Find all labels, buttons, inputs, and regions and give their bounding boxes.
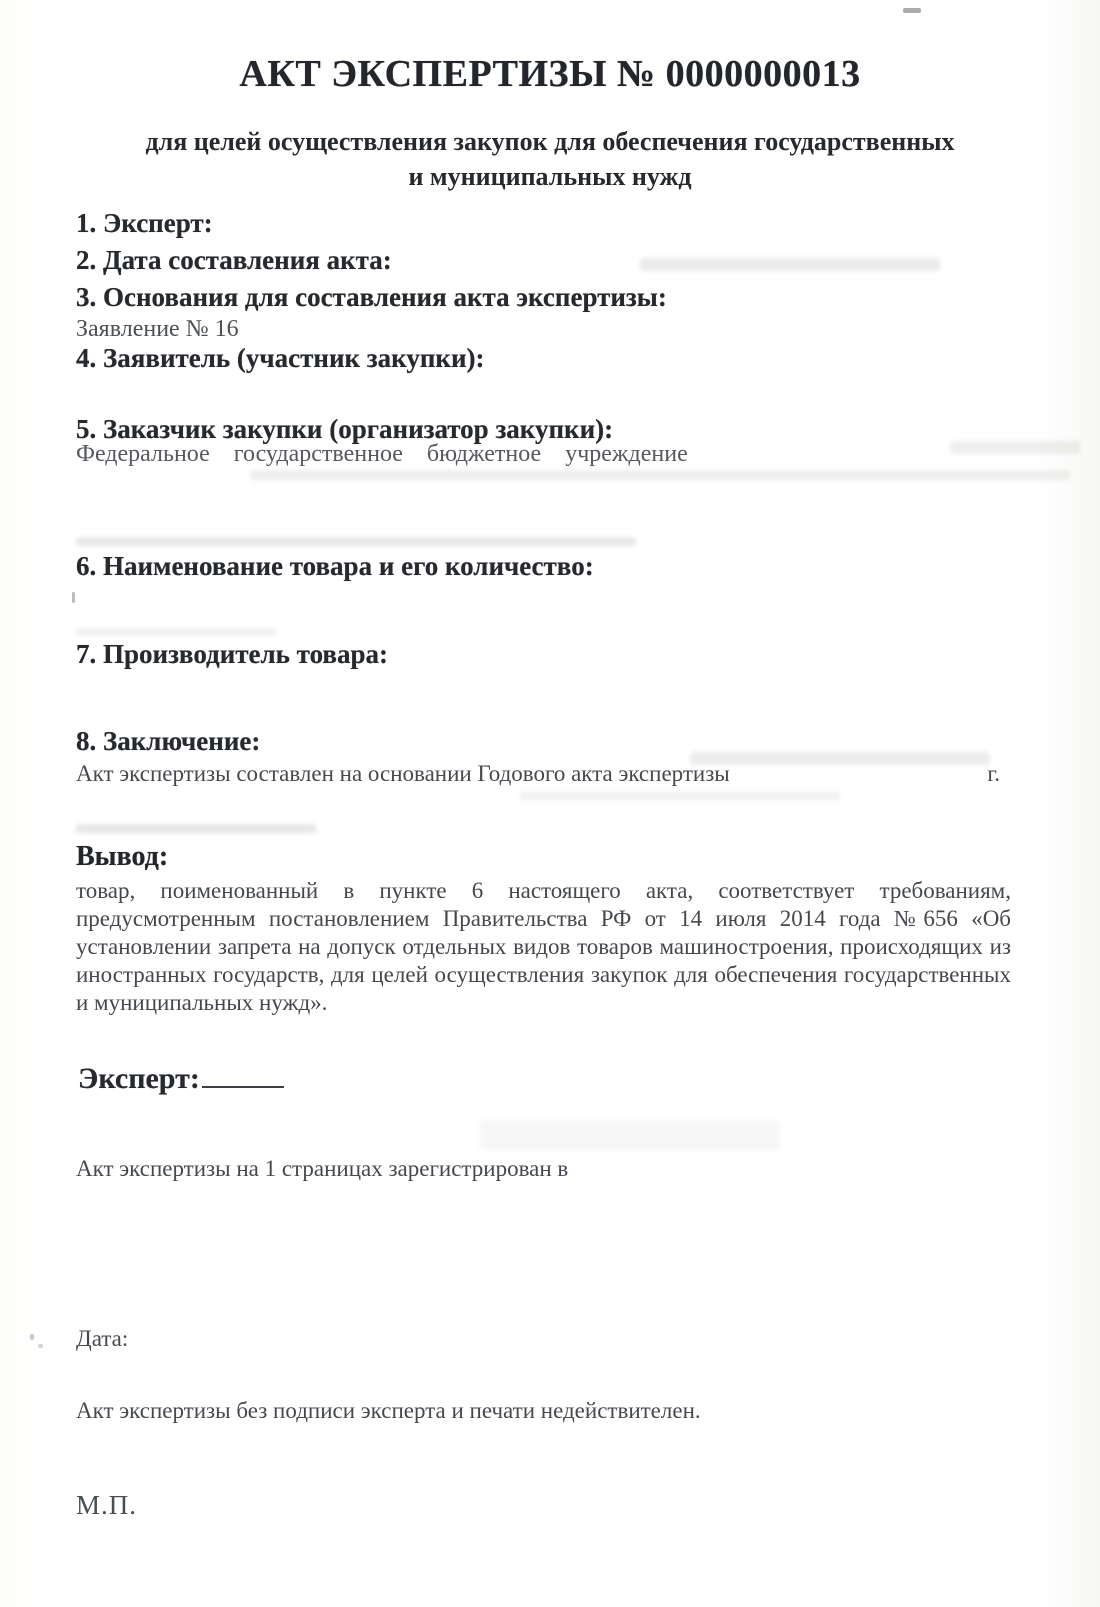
expert-signature-block <box>78 1062 284 1096</box>
scan-smudge <box>76 537 636 546</box>
conclusion-row <box>76 761 1000 787</box>
validity-note: Акт экспертизы без подписи эксперта и печати недействителен. <box>76 1398 701 1423</box>
field-2-act-date-label: 2. Дата составления акта: <box>76 245 392 275</box>
scan-smudge <box>950 441 1080 454</box>
signature-line <box>202 1082 284 1088</box>
date-label: Дата: <box>76 1326 129 1351</box>
scan-smudge <box>480 1120 780 1150</box>
registration-note: Акт экспертизы на 1 страницах зарегистрирован в <box>76 1156 569 1181</box>
verdict-heading: Вывод: <box>76 841 169 872</box>
scan-speck <box>30 1334 34 1340</box>
document-subtitle-line1: для целей осуществления закупок для обеспечения государственных <box>145 127 955 156</box>
scan-speck <box>72 592 75 603</box>
verdict-body-paragraph: товар, поименованный в пункте 6 настоящего акта, соответствует требованиям, предусмотренным постановлением Правительства РФ от 14 июля 2014 года №656 «Об установлении запрета на допуск отдельных видов товаров машиностроения, происходящих из иностранных государств, для целей осуществления закупок для обеспечения государственных и муниципальных нужд». <box>76 878 1011 1015</box>
expert-signature-label: Эксперт: <box>78 1062 200 1095</box>
conclusion-year-suffix: г. <box>987 761 1000 786</box>
field-7-manufacturer-label: 7. Производитель товара: <box>76 639 389 669</box>
field-4-applicant-label: 4. Заявитель (участник закупки): <box>76 343 485 373</box>
conclusion-basis-text: Акт экспертизы составлен на основании Годового акта экспертизы <box>76 761 730 786</box>
scan-smudge <box>640 258 940 271</box>
field-5-customer-label: 5. Заказчик закупки (организатор закупки): <box>76 414 614 444</box>
field-3-grounds-value: Заявление № 16 <box>76 316 239 342</box>
field-6-goods-label: 6. Наименование товара и его количество: <box>76 551 594 581</box>
scan-speck <box>903 8 921 13</box>
document-subtitle-line2: и муниципальных нужд <box>408 162 692 191</box>
field-1-expert-label: 1. Эксперт: <box>76 208 213 238</box>
field-5-customer-value: Федеральное государственное бюджетное учреждение <box>76 441 688 467</box>
scan-smudge <box>520 792 840 800</box>
scan-smudge <box>250 470 1070 480</box>
field-3-grounds-label: 3. Основания для составления акта экспертизы: <box>76 282 667 312</box>
scan-smudge <box>76 824 316 833</box>
field-8-conclusion-label: 8. Заключение: <box>76 726 261 756</box>
document-title: АКТ ЭКСПЕРТИЗЫ № 0000000013 <box>239 53 861 95</box>
stamp-place-label: М.П. <box>76 1490 138 1520</box>
scan-smudge <box>76 628 276 636</box>
scan-speck <box>38 1344 43 1348</box>
